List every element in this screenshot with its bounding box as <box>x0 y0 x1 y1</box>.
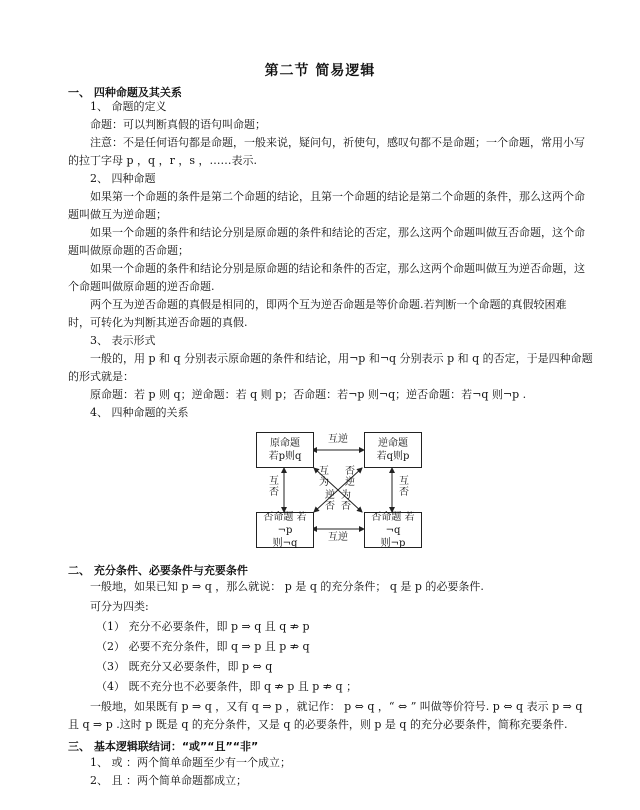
label-char: 否 <box>345 466 355 477</box>
paragraph-line: 原命题：若 p 则 q；逆命题：若 q 则 p；否命题：若¬p 则¬q；逆否命题：若¬q 则¬p . <box>90 388 527 401</box>
left-inverse-label <box>268 476 280 498</box>
paragraph-line: 题叫做互为逆命题； <box>68 208 167 221</box>
bottom-converse-label: 互逆 <box>328 532 348 543</box>
box-label: 则¬p <box>380 537 406 549</box>
contrapositive-proposition-box <box>364 512 422 548</box>
paragraph-line: 注意：不是任何语句都是命题，一般来说，疑问句，祈使句，感叹句都不是命题；一个命题，常用小写 <box>90 136 585 149</box>
paragraph-line: 可分为四类: <box>90 600 149 613</box>
diagonal-label-left-2 <box>324 490 336 512</box>
paragraph-line: 如果一个命题的条件和结论分别是原命题的结论和条件的否定，那么这两个命题叫做互为逆否命题，这 <box>90 262 585 275</box>
four-propositions-diagram <box>256 426 420 552</box>
list-item: 2、 且 ：两个简单命题都成立； <box>90 774 247 787</box>
label-char: 否 <box>325 501 335 512</box>
paragraph-line: 且 q ⇒ p .这时 p 既是 q 的充分条件，又是 q 的必要条件，则 p 是 q 的充分必要条件，简称充要条件. <box>68 718 568 731</box>
paragraph-line: 题叫做原命题的否命题； <box>68 244 189 257</box>
box-label: 若p则q <box>268 451 302 462</box>
paragraph-line: 两个互为逆否命题的真假是相同的，即两个互为逆否命题是等价命题.若判断一个命题的真假较困难 <box>90 298 567 311</box>
subsection-title: 3、 表示形式 <box>90 334 156 347</box>
paragraph-line: 的拉丁字母 p ，q ，r ，s ，……表示. <box>68 154 257 167</box>
list-item: （4） 既不充分也不必要条件，即 q ⇏ p 且 p ⇏ q ； <box>96 680 358 693</box>
page-title: 第二节 简易逻辑 <box>264 63 376 79</box>
box-label: 否命题 若¬q <box>371 511 415 536</box>
paragraph-line: 个命题叫做原命题的逆否命题. <box>68 280 215 293</box>
box-label: 原命题 <box>270 438 300 449</box>
paragraph-line: 如果一个命题的条件和结论分别是原命题的条件和结论的否定，那么这两个命题叫做互否命题，这个命 <box>90 226 585 239</box>
paragraph-line: 命题：可以判断真假的语句叫命题； <box>90 118 266 131</box>
inverse-proposition-box <box>256 512 314 548</box>
paragraph-line: 的形式就是： <box>68 370 134 383</box>
box-label: 则¬q <box>272 537 298 549</box>
section3-heading: 三、 基本逻辑联结词：“或”“且”“非” <box>68 740 259 753</box>
label-char: 互 <box>399 476 409 487</box>
list-item: （1） 充分不必要条件，即 p ⇒ q 且 q ⇏ p <box>96 620 310 633</box>
original-proposition-box <box>256 432 314 468</box>
box-label: 若q则p <box>376 451 410 462</box>
list-item: （3） 既充分又必要条件，即 p ⇔ q <box>96 660 273 673</box>
subsection-title: 1、 命题的定义 <box>90 100 167 113</box>
diagonal-label-left <box>318 466 330 488</box>
list-item: 1、 或 ：两个简单命题至少有一个成立； <box>90 756 291 769</box>
label-char: 否 <box>341 501 351 512</box>
right-inverse-label <box>398 476 410 498</box>
label-char: 为 <box>319 477 329 488</box>
subsection-title: 4、 四种命题的关系 <box>90 406 189 419</box>
label-char: 逆 <box>325 490 335 501</box>
label-char: 互 <box>269 476 279 487</box>
paragraph-line: 如果第一个命题的条件是第二个命题的结论，且第一个命题的结论是第二个命题的条件，那么这两个命 <box>90 190 585 203</box>
label-char: 否 <box>399 487 409 498</box>
diagonal-label-right-2 <box>340 490 352 512</box>
subsection-title: 2、 四种命题 <box>90 172 156 185</box>
section2-heading: 二、 充分条件、必要条件与充要条件 <box>68 564 248 577</box>
paragraph-line: 一般地，如果已知 p ⇒ q ，那么就说： p 是 q 的充分条件； q 是 p 的必要条件. <box>90 580 484 593</box>
label-char: 互 <box>319 466 329 477</box>
paragraph-line: 时，可转化为判断其逆否命题的真假. <box>68 316 248 329</box>
diagonal-label-right <box>344 466 356 488</box>
paragraph-line: 一般的，用 p 和 q 分别表示原命题的条件和结论，用¬p 和¬q 分别表示 p 和 q 的否定，于是四种命题 <box>90 352 593 365</box>
section1-heading: 一、 四种命题及其关系 <box>68 86 182 99</box>
label-char: 否 <box>269 487 279 498</box>
box-label: 逆命题 <box>378 438 408 449</box>
box-label: 否命题 若¬p <box>263 511 307 536</box>
list-item: （2） 必要不充分条件，即 q ⇒ p 且 p ⇏ q <box>96 640 310 653</box>
top-converse-label: 互逆 <box>328 434 348 445</box>
label-char: 为 <box>341 490 351 501</box>
paragraph-line: 一般地，如果既有 p ⇒ q ，又有 q ⇒ p ，就记作： p ⇔ q ，“ ⇔ ” 叫做等价符号. p ⇔ q 表示 p ⇒ q <box>90 700 583 713</box>
converse-proposition-box <box>364 432 422 468</box>
label-char: 逆 <box>345 477 355 488</box>
